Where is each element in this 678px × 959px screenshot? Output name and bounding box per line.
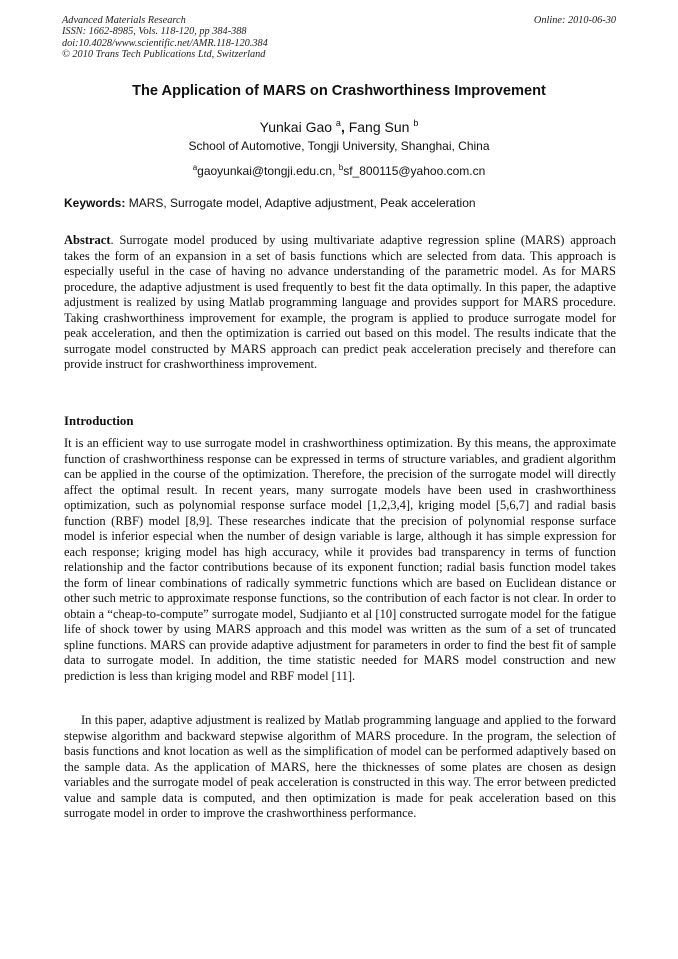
online-date: Online: 2010-06-30	[533, 15, 616, 26]
issn-line: ISSN: 1662-8985, Vols. 118-120, pp 384-388	[62, 26, 247, 38]
keywords-text: MARS, Surrogate model, Adaptive adjustment, Peak acceleration	[125, 196, 476, 210]
abstract-text: . Surrogate model produced by using multivariate adaptive regression spline (MARS) approach takes the form of an expansion in a set of basis functions which are selected from data. This approach is especially useful in the case of having no advance understanding of the parametric model. As for MARS procedure, the adaptive adjustment is used frequently to best fit the data optimally. In this paper, the adaptive adjustment is realized by using Matlab programming language and provides support for MARS procedure. Taking crashworthiness improvement for example, the program is applied to produce surrogate model for peak acceleration, and then the optimization is carried out based on this model. The results indicate that the surrogate model constructed by MARS approach can predict peak acceleration precisely and therefore can provide instruct for crashworthiness improvement.	[64, 233, 616, 371]
email-superscript: b	[338, 163, 344, 172]
author-name: Fang Sun	[348, 119, 410, 135]
email-superscript: a	[192, 163, 198, 172]
abstract-label: Abstract	[64, 233, 111, 247]
author-name: Yunkai Gao	[259, 119, 333, 135]
journal-name: Advanced Materials Research	[62, 15, 186, 26]
email-line	[62, 160, 616, 179]
email-address: sf_800115@yahoo.com.cn	[343, 164, 486, 178]
body-paragraph: It is an efficient way to use surrogate model in crashworthiness optimization. By this means, the approximate function of crashworthiness response can be expressed in terms of structure variables, and gradient algorithm can be applied in the course of the optimization. Therefore, the precision of the surrogate model will directly affect the optimal result. In recent years, many surrogate models have been used in crashworthiness optimization, such as polynomial response surface model [1,2,3,4], kriging model [5,6,7] and radial basis function (RBF) model [8,9]. These researches indicate that the precision of polynomial response surface model is inferior especial when the number of design variable is large, although it has simple expression for each response; kriging model has high accuracy, while it provides bad transparency in terms of function relationship and the factor contributions because of its exponent function; radial basis function model takes the form of linear combinations of radically symmetric functions which are based on Euclidean distance or other such metric to approximate response functions, so the contribution of each factor is not clear. In order to obtain a “cheap-to-compute” surrogate model, Sudjianto et al [10] constructed surrogate model for the fatigue life of shock tower by using MARS approach and this model was written as the sum of a set of truncated spline functions. MARS can provide adaptive adjustment for parameters in order to find the best fit of sample data to surrogate model. In addition, the time statistic needed for MARS model construction and new prediction is less than kriging model and RBF model [11].	[64, 436, 616, 683]
abstract-paragraph	[64, 233, 616, 373]
keywords-label: Keywords:	[64, 196, 126, 210]
keywords-line	[64, 196, 616, 211]
email-address: gaoyunkai@tongji.edu.cn,	[197, 164, 339, 178]
copyright-line: © 2010 Trans Tech Publications Ltd, Switzerland	[62, 49, 266, 61]
author-superscript: a	[335, 118, 341, 128]
doi-line: doi:10.4028/www.scientific.net/AMR.118-120.384	[62, 37, 268, 49]
body-paragraph: In this paper, adaptive adjustment is realized by Matlab programming language and applied to the forward stepwise algorithm and backward stepwise algorithm of MARS procedure. In the program, the selection of basis functions and knot location as well as the simplification of model can be performed adaptively based on the sample data. As the application of MARS, here the thicknesses of some plates are chosen as design variables and the surrogate model of peak acceleration is constructed in this way. The error between predicted value and sample data is computed, and then optimization is made for peak acceleration based on this surrogate model in order to improve the crashworthiness performance.	[64, 713, 616, 820]
author-separator: ,	[340, 119, 345, 135]
section-heading: Introduction	[64, 414, 134, 428]
affiliation: School of Automotive, Tongji University, Shanghai, China	[188, 139, 490, 153]
author-line	[62, 114, 616, 136]
author-superscript: b	[413, 118, 419, 128]
journal-header	[62, 15, 616, 61]
paper-title: The Application of MARS on Crashworthiness Improvement	[132, 83, 546, 99]
